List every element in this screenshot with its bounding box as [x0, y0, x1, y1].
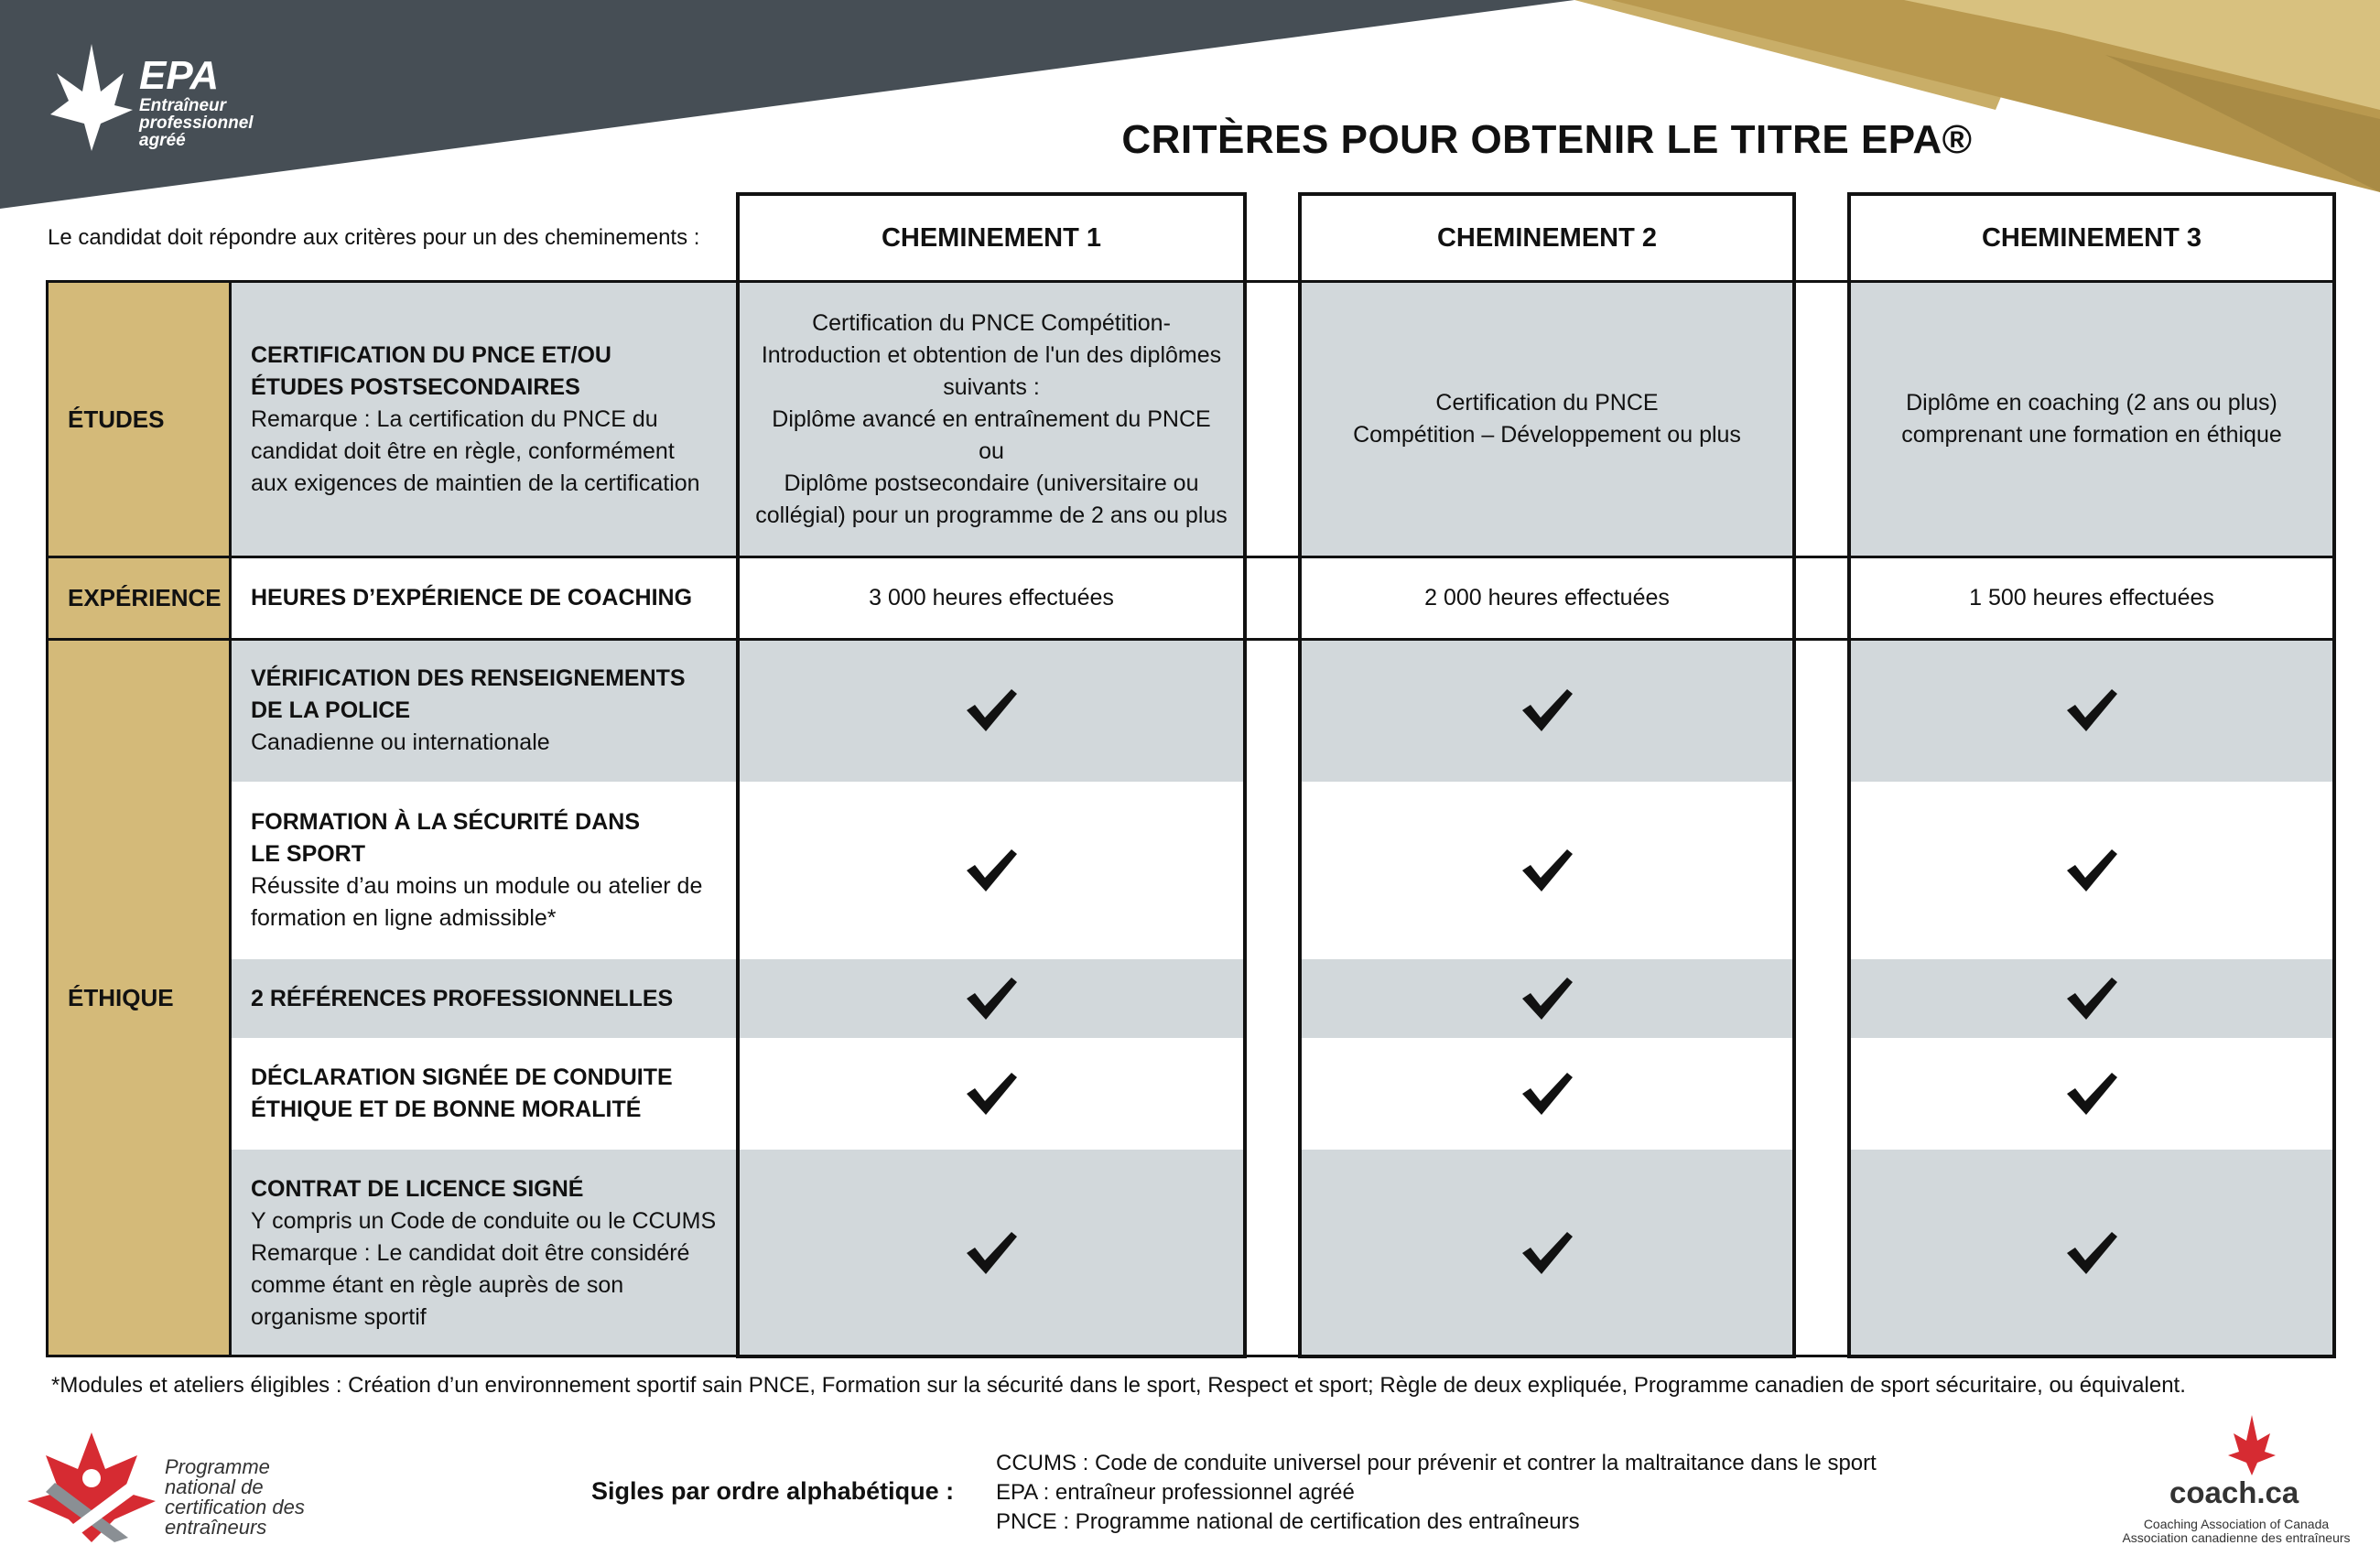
- criterion-title: DÉCLARATION SIGNÉE DE CONDUITE ÉTHIQUE ET DE BONNE MORALITÉ: [251, 1064, 673, 1122]
- experience-pathway-3: 1 500 heures effectuées: [1969, 584, 2214, 611]
- table-bottom-border: [48, 1355, 2336, 1357]
- npcp-maple-icon: [18, 1428, 165, 1547]
- acronyms-title: Sigles par ordre alphabétique :: [591, 1477, 955, 1505]
- pathway-header-2: CHEMINEMENT 2: [1298, 194, 1796, 282]
- criterion-police: [231, 639, 736, 782]
- column-gap: [1247, 282, 1298, 1356]
- acronym-item: CCUMS : Code de conduite universel pour prévenir et contrer la maltraitance dans le sport: [996, 1451, 1877, 1475]
- etudes-pathway-1: Certification du PNCE Compétition- Introduction et obtention de l'un des diplômes suivants : Diplôme avancé en entraînement du PNCE ou Diplôme postsecondaire (universitaire ou collégial) pour un programme de 2 ans ou plus: [755, 309, 1228, 528]
- header-band: [0, 0, 2380, 220]
- npcp-logo: [18, 1428, 330, 1547]
- acronym-item: EPA : entraîneur professionnel agréé: [996, 1480, 1355, 1505]
- intro-text: Le candidat doit répondre aux critères pour un des cheminements :: [48, 225, 700, 250]
- experience-pathway-2: 2 000 heures effectuées: [1424, 584, 1670, 611]
- criterion-references: [231, 959, 736, 1038]
- checkmark-icon: [1847, 1150, 2336, 1356]
- category-ethique: ÉTHIQUE: [48, 639, 231, 1356]
- criterion-title: CERTIFICATION DU PNCE ET/OU ÉTUDES POSTSECONDAIRES: [251, 341, 611, 400]
- criterion-note: Remarque : La certification du PNCE du candidat doit être en règle, conformément aux exigences de maintien de la certification: [251, 405, 700, 496]
- table-left-border: [46, 280, 49, 1357]
- row-divider: [48, 638, 2336, 641]
- epa-logo: [37, 37, 275, 174]
- coach-maple-icon: [2224, 1413, 2279, 1477]
- coach-ca-logo: [2096, 1410, 2371, 1547]
- checkmark-icon: [1298, 1150, 1796, 1356]
- criterion-note: Réussite d’au moins un module ou atelier de formation en ligne admissible*: [251, 873, 703, 931]
- checkmark-icon: [1298, 782, 1796, 959]
- criterion-contrat: [231, 1150, 736, 1356]
- criterion-title: FORMATION À LA SÉCURITÉ DANS LE SPORT: [251, 809, 640, 867]
- page-title: CRITÈRES POUR OBTENIR LE TITRE EPA®: [1121, 117, 1973, 162]
- etudes-pathway-2: Certification du PNCE Compétition – Développement ou plus: [1353, 390, 1741, 448]
- npcp-logo-text: Programme national de certification des entraîneurs: [165, 1455, 305, 1539]
- pathway-header-3: CHEMINEMENT 3: [1847, 194, 2336, 282]
- criterion-title: CONTRAT DE LICENCE SIGNÉ: [251, 1175, 584, 1202]
- checkmark-icon: [1847, 959, 2336, 1038]
- checkmark-icon: [736, 782, 1247, 959]
- checkmark-icon: [736, 1038, 1247, 1150]
- criterion-experience: [231, 556, 736, 639]
- checkmark-icon: [736, 1150, 1247, 1356]
- checkmark-icon: [736, 639, 1247, 782]
- epa-logo-subtitle: Entraîneur professionnel agréé: [139, 96, 254, 150]
- etudes-pathway-3: Diplôme en coaching (2 ans ou plus) comprenant une formation en éthique: [1901, 390, 2282, 448]
- category-experience: EXPÉRIENCE: [48, 556, 231, 639]
- table-top-border: [48, 280, 2336, 283]
- epa-logo-text: EPA: [139, 53, 220, 98]
- experience-pathway-1: 3 000 heures effectuées: [869, 584, 1114, 611]
- checkmark-icon: [1847, 639, 2336, 782]
- category-etudes: ÉTUDES: [48, 282, 231, 556]
- criterion-declaration: [231, 1038, 736, 1150]
- criterion-title: VÉRIFICATION DES RENSEIGNEMENTS DE LA POLICE: [251, 665, 686, 723]
- checkmark-icon: [1298, 639, 1796, 782]
- column-gap: [1796, 282, 1847, 1356]
- coach-ca-name: coach.ca: [2169, 1475, 2299, 1509]
- row-divider: [48, 556, 2336, 558]
- criterion-title: HEURES D’EXPÉRIENCE DE COACHING: [251, 584, 693, 611]
- maple-leaf-icon: [37, 37, 137, 156]
- criterion-note: Y compris un Code de conduite ou le CCUMS Remarque : Le candidat doit être considéré comme étant en règle auprès de son organisme sportif: [251, 1207, 717, 1330]
- checkmark-icon: [1298, 959, 1796, 1038]
- acronym-item: PNCE : Programme national de certification des entraîneurs: [996, 1509, 1580, 1534]
- checkmark-icon: [1847, 1038, 2336, 1150]
- pathway-header-1: CHEMINEMENT 1: [736, 194, 1247, 282]
- checkmark-icon: [1298, 1038, 1796, 1150]
- checkmark-icon: [1847, 782, 2336, 959]
- criterion-note: Canadienne ou internationale: [251, 729, 550, 755]
- criterion-title: 2 RÉFÉRENCES PROFESSIONNELLES: [251, 985, 674, 1011]
- coach-ca-subtitle: Coaching Association of Canada Association canadienne des entraîneurs: [2122, 1517, 2351, 1545]
- column-divider: [229, 280, 232, 1357]
- checkmark-icon: [736, 959, 1247, 1038]
- criterion-certification: [231, 282, 736, 556]
- footnote: *Modules et ateliers éligibles : Création d’un environnement sportif sain PNCE, Formation sur la sécurité dans le sport, Respect et sport; Règle de deux expliquée, Programme canadien de sport sécuritaire, ou équivalent.: [51, 1373, 2186, 1398]
- criterion-securite: [231, 782, 736, 959]
